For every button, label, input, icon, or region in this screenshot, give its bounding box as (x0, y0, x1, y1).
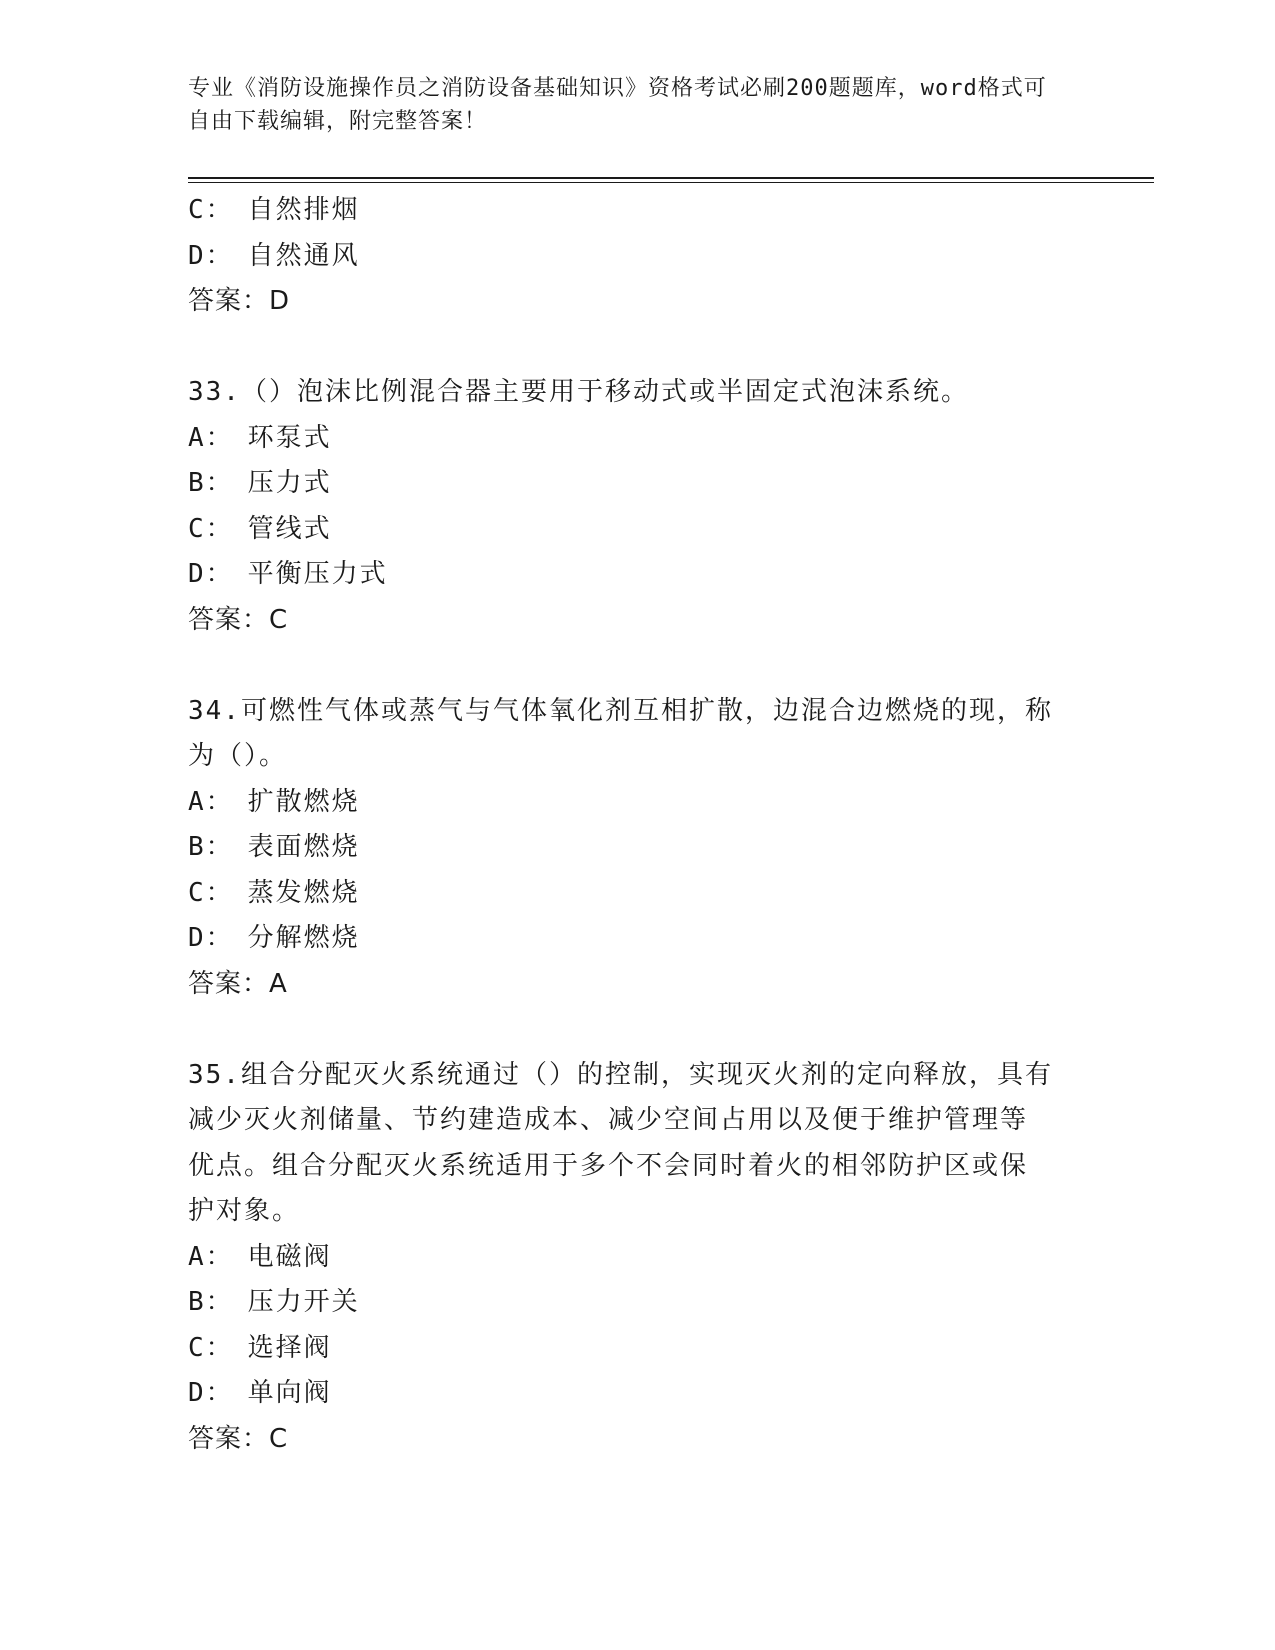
question-34-text-line1: 34.可燃性气体或蒸气与气体氧化剂互相扩散，边混合边燃烧的现，称 (188, 695, 1053, 726)
option-b: B： 表面燃烧 (188, 832, 360, 862)
question-35-text-line3: 优点。组合分配灭火系统适用于多个不会同时着火的相邻防护区或保 (188, 1150, 1029, 1181)
question-35-text-line2: 减少灭火剂储量、节约建造成本、减少空间占用以及便于维护管理等 (188, 1105, 1029, 1135)
option-c: C： 管线式 (188, 513, 332, 544)
answer-line: 答案：A (188, 968, 288, 999)
option-c: C： 蒸发燃烧 (188, 877, 360, 908)
answer-line: 答案：C (188, 604, 289, 635)
option-d: D： 自然通风 (188, 240, 360, 271)
option-d: D： 分解燃烧 (188, 923, 360, 953)
question-34-text-line2: 为（）。 (188, 741, 288, 771)
header-text: 专业《消防设施操作员之消防设备基础知识》资格考试必刷200题题库，word格式可自由下载编辑，附完整答案！ (188, 76, 1047, 134)
spacer (188, 1007, 1088, 1053)
option-a: A： 扩散燃烧 (188, 786, 360, 817)
answer-line: 答案：C (188, 1423, 289, 1454)
question-33-text: 33.（）泡沫比例混合器主要用于移动式或半固定式泡沫系统。 (188, 377, 969, 407)
option-b: B： 压力式 (188, 468, 332, 498)
answer-line: 答案：D (188, 286, 291, 316)
option-b: B： 压力开关 (188, 1287, 360, 1317)
option-c: C： 选择阀 (188, 1332, 332, 1363)
option-d: D： 平衡压力式 (188, 559, 388, 589)
header-rule-thin (188, 182, 1154, 183)
question-list (188, 188, 1088, 1462)
header-rule-thick (188, 177, 1154, 179)
document-header (188, 72, 1068, 138)
option-a: A： 电磁阀 (188, 1241, 332, 1272)
option-d: D： 单向阀 (188, 1378, 332, 1408)
question-35-text-line1: 35.组合分配灭火系统通过（）的控制，实现灭火剂的定向释放，具有 (188, 1059, 1053, 1090)
spacer (188, 325, 1088, 371)
option-a: A： 环泵式 (188, 422, 332, 453)
question-35-text-line4: 护对象。 (188, 1196, 301, 1226)
option-c: C： 自然排烟 (188, 195, 360, 225)
spacer (188, 643, 1088, 689)
